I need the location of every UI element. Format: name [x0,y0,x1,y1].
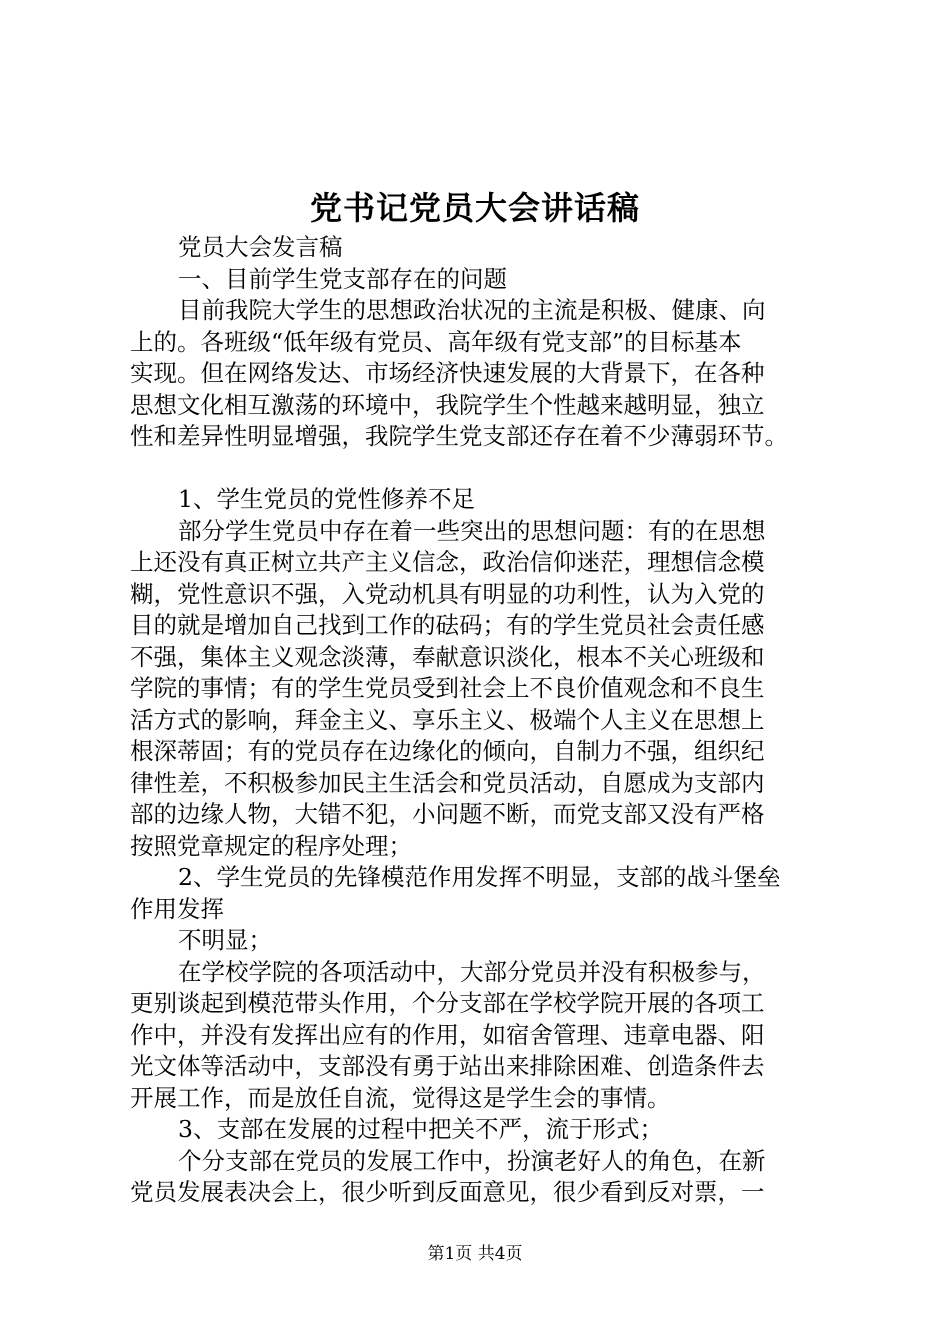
body-line: 学院的事情；有的学生党员受到社会上不良价值观念和不良生 [130,674,765,702]
body-line: 糊，党性意识不强，入党动机具有明显的功利性，认为入党的 [130,579,765,608]
body-line: 作中，并没有发挥出应有的作用，如宿舍管理、违章电器、阳 [130,1020,765,1049]
body-line: 目的就是增加自己找到工作的砝码；有的学生党员社会责任感 [130,611,765,639]
body-line: 党员发展表决会上，很少听到反面意见，很少看到反对票，一 [130,1178,765,1206]
body-line: 作用发挥 [130,894,224,923]
body-line: 不强，集体主义观念淡薄，奉献意识淡化，根本不关心班级和 [130,642,765,671]
body-line: 实现。但在网络发达、市场经济快速发展的大背景下，在各种 [130,359,765,387]
body-line: 律性差，不积极参加民主生活会和党员活动，自愿成为支部内 [130,768,765,797]
section-heading: 一、目前学生党支部存在的问题 [178,264,507,293]
body-line: 党员大会发言稿 [178,233,343,261]
body-line: 开展工作，而是放任自流，觉得这是学生会的事情。 [130,1083,671,1112]
document-body [130,232,836,1209]
paragraph-spacer [130,453,836,485]
body-line: 按照党章规定的程序处理； [130,831,412,860]
body-line: 在学校学院的各项活动中，大部分党员并没有积极参与， [178,957,766,986]
body-line: 部的边缘人物，大错不犯，小问题不断，而党支部又没有严格 [130,800,765,828]
body-line: 上的。各班级“低年级有党员、高年级有党支部”的目标基本 [130,327,742,356]
body-line: 部分学生党员中存在着一些突出的思想问题：有的在思想 [178,516,766,545]
body-line: 上还没有真正树立共产主义信念，政治信仰迷茫，理想信念模 [130,548,765,576]
body-line: 更别谈起到模范带头作用，个分支部在学校学院开展的各项工 [130,989,765,1017]
subsection-heading: 3、支部在发展的过程中把关不严，流于形式； [178,1115,663,1143]
body-line: 光文体等活动中，支部没有勇于站出来排除困难、创造条件去 [130,1052,765,1080]
body-line: 目前我院大学生的思想政治状况的主流是积极、健康、向 [178,296,766,324]
subsection-heading: 2、学生党员的先锋模范作用发挥不明显，支部的战斗堡垒 [178,863,781,891]
body-line: 活方式的影响，拜金主义、享乐主义、极端个人主义在思想上 [130,705,765,734]
document-title: 党书记党员大会讲话稿 [309,189,640,227]
body-line: 性和差异性明显增强，我院学生党支部还存在着不少薄弱环节。 [130,422,788,450]
body-line: 不明显； [178,926,272,954]
subsection-heading: 1、学生党员的党性修养不足 [178,485,475,513]
page-footer: 第1页 共4页 [427,1244,523,1264]
body-line: 个分支部在党员的发展工作中，扮演老好人的角色，在新 [178,1146,766,1175]
body-line: 思想文化相互激荡的环境中，我院学生个性越来越明显，独立 [130,390,765,419]
body-line: 根深蒂固；有的党员存在边缘化的倾向，自制力不强，组织纪 [130,737,765,765]
